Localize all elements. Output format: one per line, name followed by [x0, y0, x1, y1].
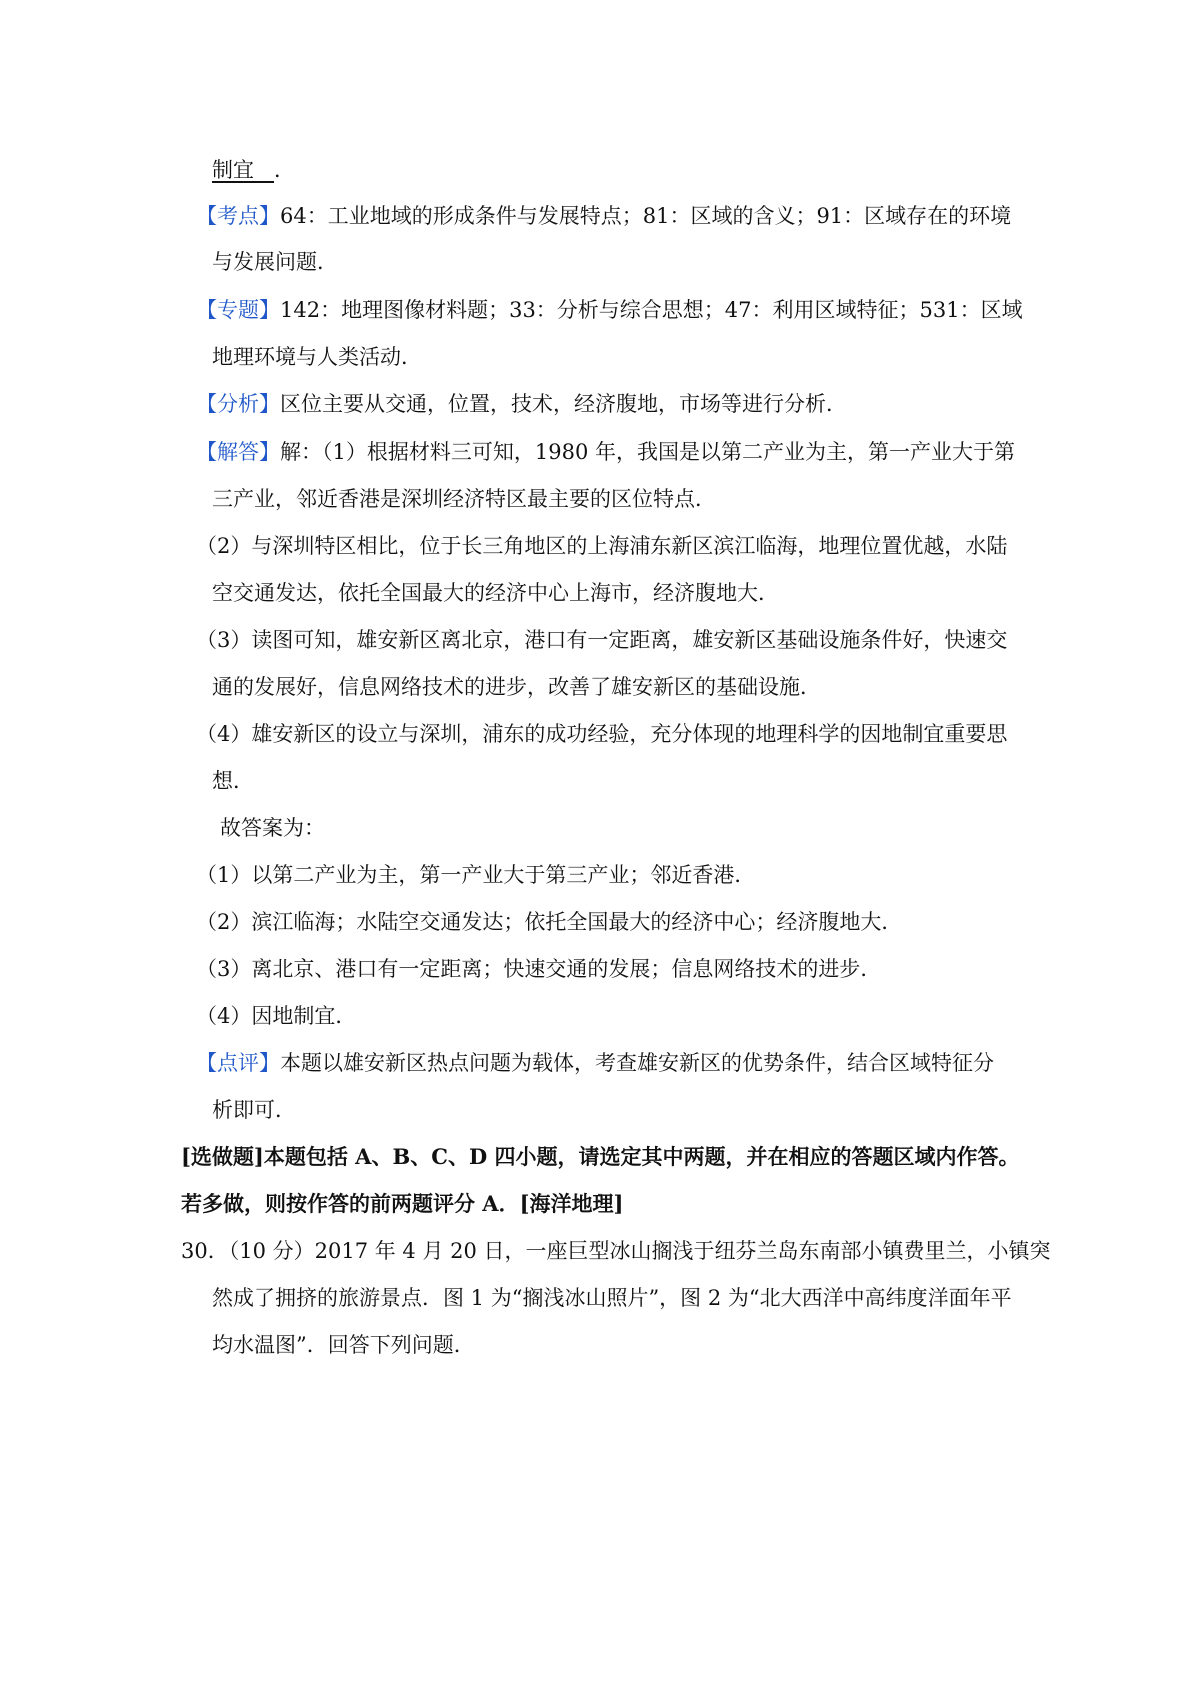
fenxi-tag: 【分析】 [196, 392, 280, 416]
jieda-p2-text-2: 空交通发达，依托全国最大的经济中心上海市，经济腹地大． [212, 581, 779, 605]
jieda-answer-2 [196, 907, 902, 937]
kaodian-tag: 【考点】 [196, 204, 280, 228]
jieda-answer-4 [196, 1001, 356, 1031]
fenxi-line-1 [196, 389, 847, 419]
jieda-answer-2-text: （2）滨江临海；水陆空交通发达；依托全国最大的经济中心；经济腹地大． [196, 910, 903, 934]
blank-answer-line [212, 155, 295, 185]
dianping-line-1 [196, 1048, 994, 1078]
question-30-line-3 [212, 1330, 475, 1360]
jieda-p2-text-1: （2）与深圳特区相比，位于长三角地区的上海浦东新区滨江临海，地理位置优越，水陆 [196, 534, 1008, 558]
question-30-text-2: 然成了拥挤的旅游景点．图 1 为“搁浅冰山照片”，图 2 为“北大西洋中高纬度洋面年平 [212, 1286, 1012, 1310]
zhuanti-line-1 [196, 295, 1023, 325]
jieda-summary [220, 813, 325, 843]
jieda-p4-text-2: 想． [212, 769, 254, 793]
dianping-line-2 [212, 1095, 296, 1125]
jieda-p2-line-1 [196, 531, 1007, 561]
jieda-text-1: 解：（1）根据材料三可知，1980 年，我国是以第二产业为主，第一产业大于第 [280, 440, 1015, 464]
kaodian-text-1: 64：工业地域的形成条件与发展特点；81：区域的含义；91：区域存在的环境 [280, 204, 1012, 228]
jieda-answer-1 [196, 860, 755, 890]
jieda-p3-text-1: （3）读图可知，雄安新区离北京，港口有一定距离，雄安新区基础设施条件好，快速交 [196, 628, 1008, 652]
kaodian-line-1 [196, 201, 1011, 231]
question-30-number: 30． [181, 1239, 229, 1263]
question-30-line-1 [181, 1236, 1051, 1266]
jieda-p2-line-2 [212, 578, 779, 608]
zhuanti-tag: 【专题】 [196, 298, 280, 322]
dianping-tag: 【点评】 [196, 1051, 280, 1075]
zhuanti-text-2: 地理环境与人类活动． [212, 345, 422, 369]
zhuanti-line-2 [212, 342, 422, 372]
jieda-p4-line-1 [196, 719, 1007, 749]
elective-line-2 [181, 1189, 623, 1219]
elective-line-1 [181, 1142, 1019, 1172]
jieda-answer-3 [196, 954, 881, 984]
kaodian-line-2 [212, 247, 338, 277]
jieda-answer-4-text: （4）因地制宜． [196, 1004, 357, 1028]
question-30-text-3: 均水温图”．回答下列问题． [212, 1333, 475, 1357]
jieda-line-1 [196, 437, 1015, 467]
question-30-text-1: （10 分）2017 年 4 月 20 日，一座巨型冰山搁浅于纽芬兰岛东南部小镇费里兰，小镇突 [228, 1239, 1051, 1263]
jieda-answer-1-text: （1）以第二产业为主，第一产业大于第三产业；邻近香港． [196, 863, 756, 887]
zhuanti-text-1: 142：地理图像材料题；33：分析与综合思想；47：利用区域特征；531：区域 [280, 298, 1023, 322]
jieda-p3-line-1 [196, 625, 1007, 655]
jieda-p4-text-1: （4）雄安新区的设立与深圳，浦东的成功经验，充分体现的地理科学的因地制宜重要思 [196, 722, 1008, 746]
jieda-answer-3-text: （3）离北京、港口有一定距离；快速交通的发展；信息网络技术的进步． [196, 957, 882, 981]
jieda-p3-line-2 [212, 672, 821, 702]
jieda-p4-line-2 [212, 766, 254, 796]
jieda-p3-text-2: 通的发展好，信息网络技术的进步，改善了雄安新区的基础设施． [212, 675, 821, 699]
dianping-text-1: 本题以雄安新区热点问题为载体，考查雄安新区的优势条件，结合区域特征分 [280, 1051, 994, 1075]
elective-text-1: [选做题]本题包括 A、B、C、D 四小题，请选定其中两题，并在相应的答题区域内作答。 [181, 1144, 1020, 1169]
question-30-line-2 [212, 1283, 1012, 1313]
jieda-summary-text: 故答案为： [220, 816, 325, 840]
dianping-text-2: 析即可． [212, 1098, 296, 1122]
elective-text-2: 若多做，则按作答的前两题评分 A．[海洋地理] [181, 1191, 624, 1216]
jieda-tag: 【解答】 [196, 440, 280, 464]
blank-trailing: ． [274, 158, 296, 182]
jieda-text-2: 三产业，邻近香港是深圳经济特区最主要的区位特点． [212, 487, 716, 511]
jieda-line-2 [212, 484, 716, 514]
blank-answer: 制宜 [212, 158, 254, 182]
fenxi-text-1: 区位主要从交通，位置，技术，经济腹地，市场等进行分析． [280, 392, 847, 416]
kaodian-text-2: 与发展问题． [212, 250, 338, 274]
